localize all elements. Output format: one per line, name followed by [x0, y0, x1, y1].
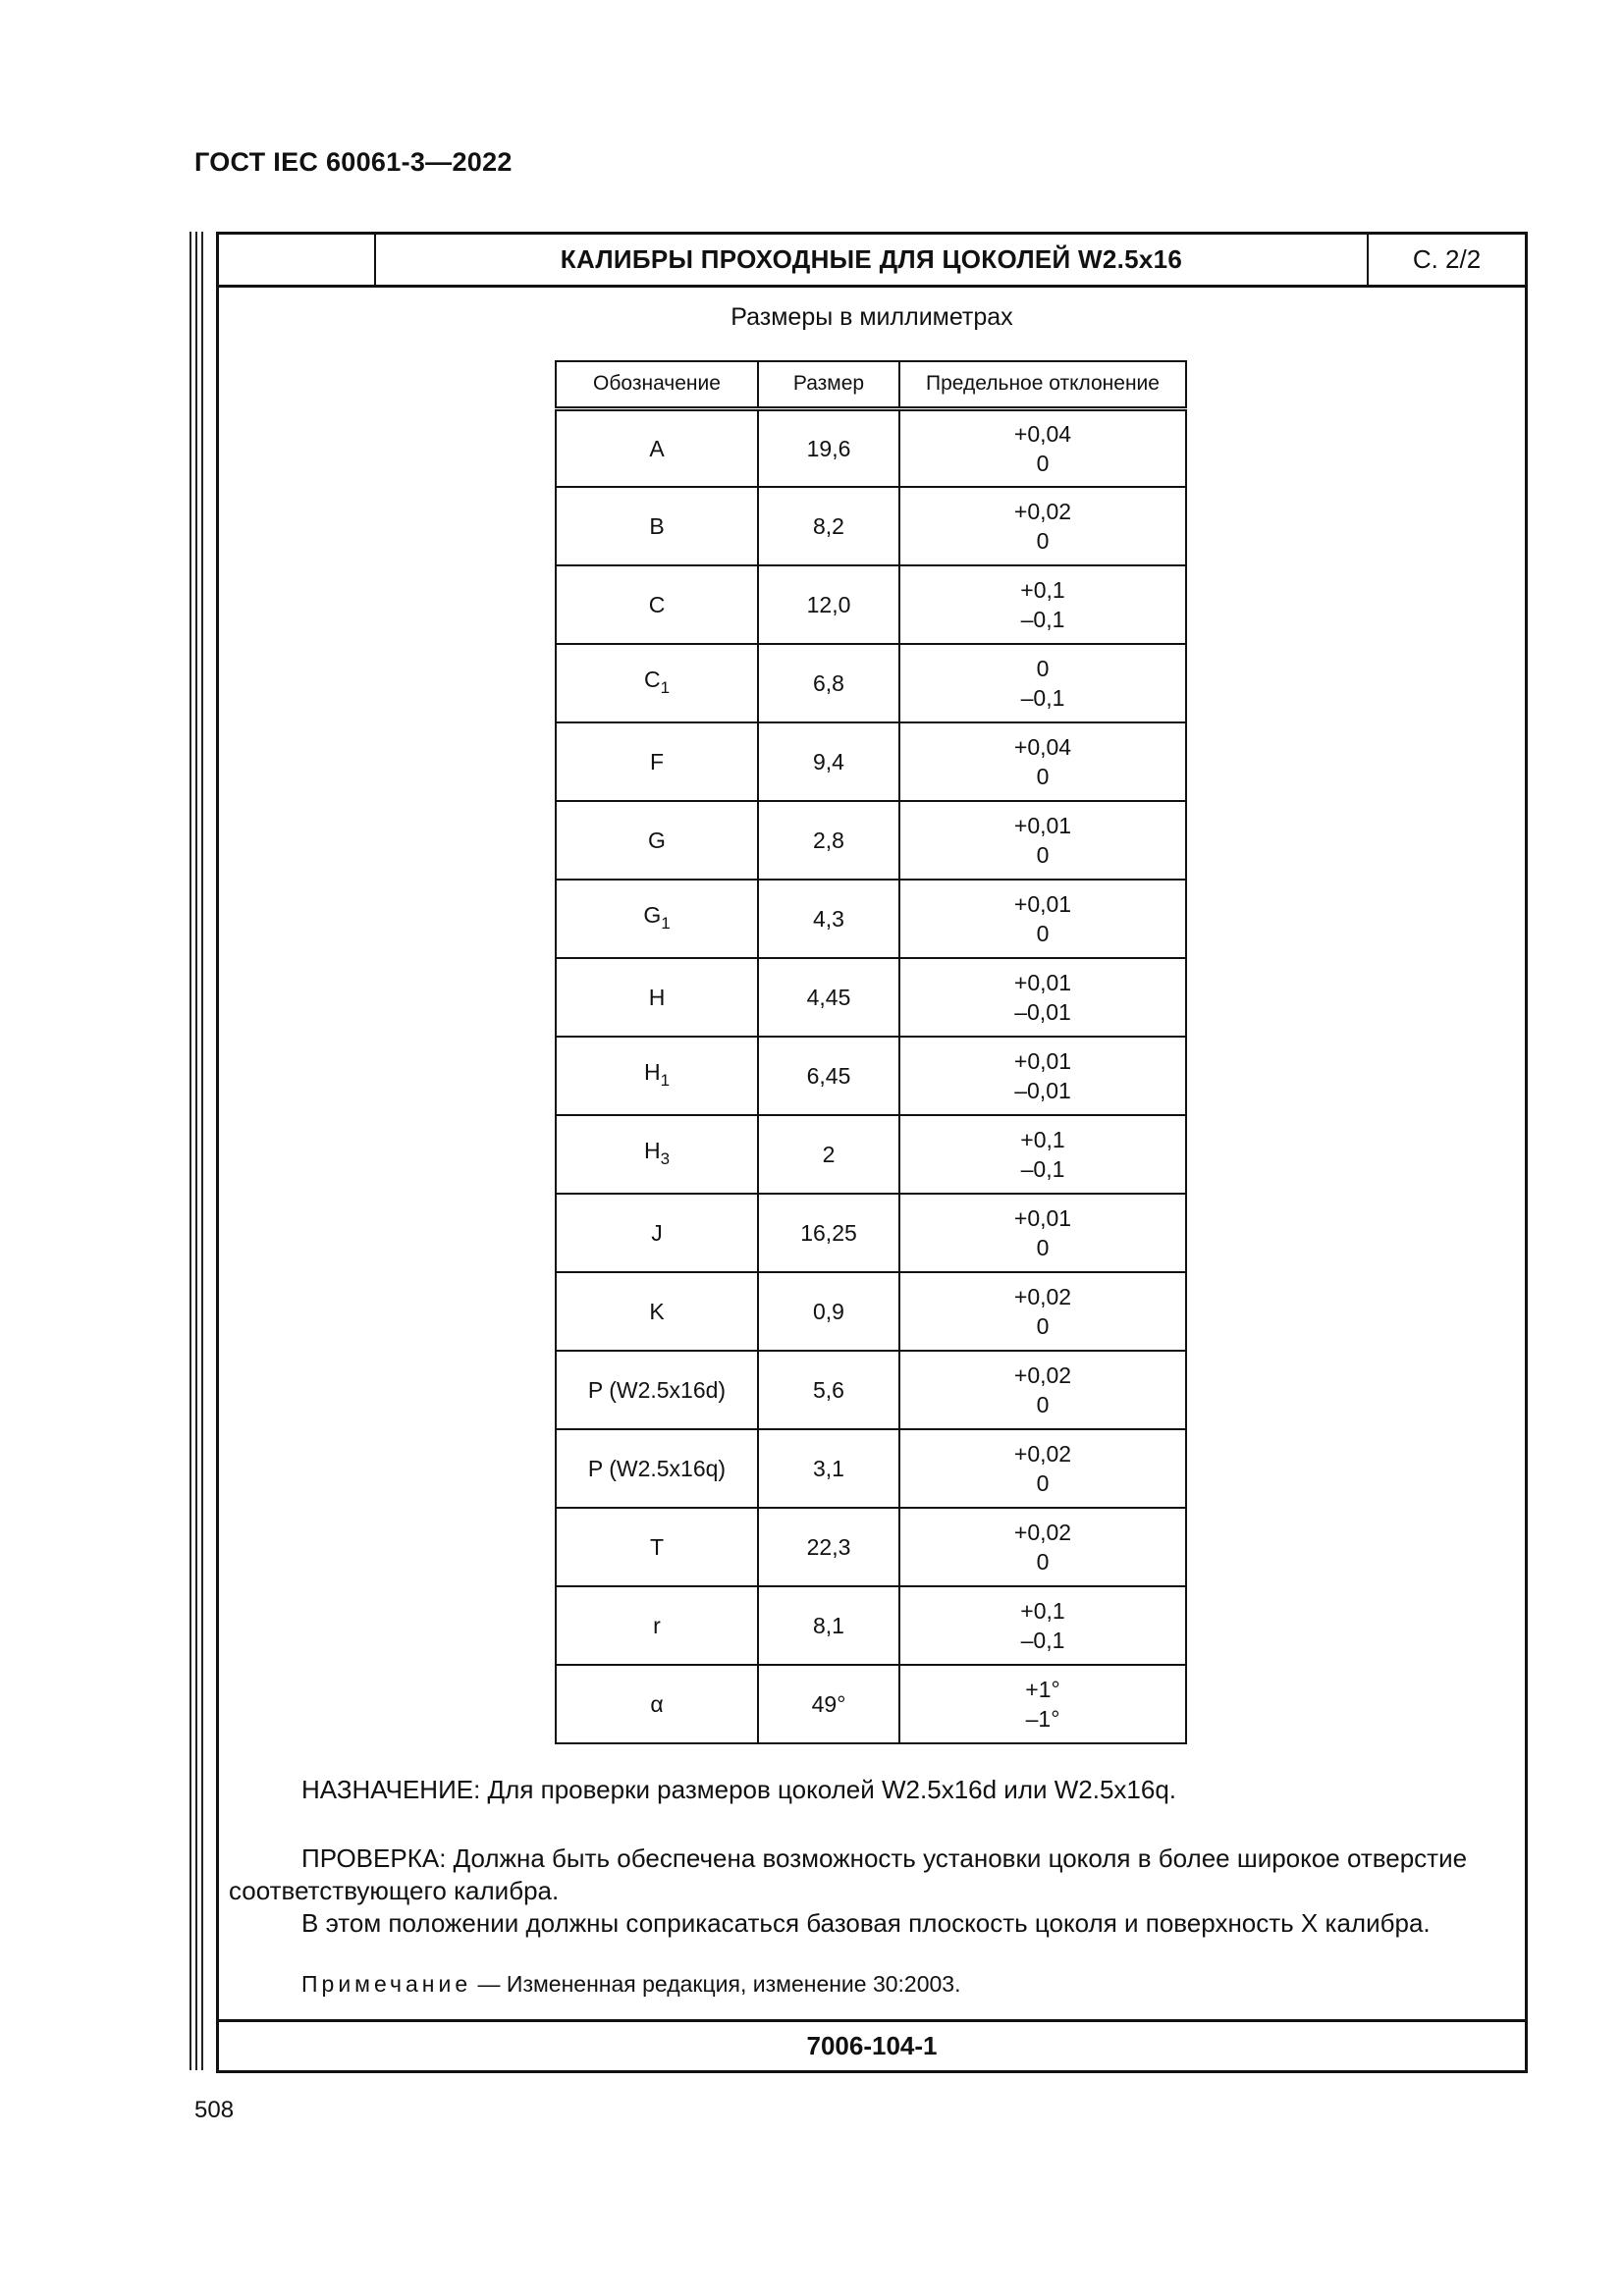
- cell-tolerance: [899, 880, 1186, 958]
- designation-letter: K: [649, 1299, 665, 1324]
- designation-subscript: 1: [660, 1070, 671, 1090]
- cell-tolerance: [899, 722, 1186, 801]
- binding-margin-lines: [189, 232, 203, 2070]
- tolerance-lower: –0,1: [1020, 607, 1065, 632]
- cell-designation: [556, 487, 758, 565]
- tolerance-upper: +0,04: [1013, 734, 1072, 760]
- cell-tolerance: [899, 1194, 1186, 1272]
- cell-size: 3,1: [758, 1429, 899, 1508]
- cell-size: 6,45: [758, 1037, 899, 1115]
- tolerance-upper: +0,1: [1020, 577, 1065, 603]
- tolerance-lower: –1°: [1025, 1706, 1060, 1732]
- tolerance-lower: –0,1: [1020, 1156, 1065, 1182]
- tolerance-lower: 0: [1036, 1235, 1050, 1260]
- designation-subscript: 1: [661, 913, 671, 933]
- tolerance-upper: +0,01: [1013, 1205, 1072, 1231]
- header-tolerance: Предельное отклонение: [899, 361, 1186, 408]
- cell-size: 49°: [758, 1665, 899, 1743]
- designation-letter: G: [648, 828, 666, 853]
- title-row-blank-cell: [219, 235, 376, 285]
- tolerance-lower: 0: [1036, 450, 1050, 476]
- tolerance-lower: 0: [1036, 764, 1050, 789]
- cell-size: 2,8: [758, 801, 899, 880]
- sheet-title: КАЛИБРЫ ПРОХОДНЫЕ ДЛЯ ЦОКОЛЕЙ W2.5x16: [376, 235, 1369, 285]
- tolerance-lower: 0: [1036, 1470, 1050, 1496]
- note-text: — Измененная редакция, изменение 30:2003.: [471, 1971, 961, 1997]
- note-label: Примечание: [301, 1971, 472, 1997]
- designation-letter: F: [649, 749, 665, 774]
- page-number: 508: [194, 2097, 235, 2123]
- cell-designation: [556, 722, 758, 801]
- cell-tolerance: [899, 644, 1186, 722]
- check-paragraph: [229, 1842, 1515, 1940]
- tolerance-lower: 0: [1036, 842, 1050, 868]
- designation-letter: B: [649, 513, 665, 539]
- tolerance-lower: 0: [1036, 1549, 1050, 1575]
- cell-size: 4,45: [758, 958, 899, 1037]
- designation-letter: J: [651, 1220, 663, 1246]
- cell-designation: [556, 1194, 758, 1272]
- cell-size: 9,4: [758, 722, 899, 801]
- tolerance-upper: +0,04: [1013, 420, 1072, 447]
- designation-letter: H: [643, 1137, 661, 1163]
- tolerance-upper: +0,01: [1013, 1048, 1072, 1074]
- cell-designation: [556, 644, 758, 722]
- tolerance-upper: 0: [1036, 656, 1050, 681]
- cell-size: 22,3: [758, 1508, 899, 1586]
- designation-letter: P (W2.5x16q): [587, 1456, 727, 1481]
- designation-letter: T: [649, 1534, 665, 1560]
- header-designation: Обозначение: [556, 361, 758, 408]
- tolerance-lower: –0,01: [1014, 1078, 1071, 1103]
- document-id: ГОСТ IEC 60061-3—2022: [194, 147, 513, 177]
- cell-designation: [556, 1115, 758, 1194]
- cell-designation: [556, 1429, 758, 1508]
- table-row: [556, 1115, 1186, 1194]
- tolerance-lower: 0: [1036, 1313, 1050, 1339]
- table-row: [556, 1272, 1186, 1351]
- designation-subscript: 3: [660, 1148, 671, 1168]
- cell-tolerance: [899, 1272, 1186, 1351]
- cell-designation: [556, 1665, 758, 1743]
- table-row: [556, 1508, 1186, 1586]
- table-body: [556, 408, 1186, 1743]
- cell-tolerance: [899, 1351, 1186, 1429]
- tolerance-lower: 0: [1036, 1392, 1050, 1417]
- cell-tolerance: [899, 408, 1186, 487]
- cell-tolerance: [899, 1037, 1186, 1115]
- cell-designation: [556, 408, 758, 487]
- tolerance-lower: –0,1: [1020, 1628, 1065, 1653]
- check-text-2: В этом положении должны соприкасаться базовая плоскость цоколя и поверхность X калибра.: [301, 1908, 1431, 1938]
- tolerance-lower: –0,01: [1014, 999, 1071, 1025]
- table-row: [556, 644, 1186, 722]
- cell-tolerance: [899, 1115, 1186, 1194]
- cell-designation: [556, 958, 758, 1037]
- table-row: [556, 1665, 1186, 1743]
- tolerance-lower: 0: [1036, 528, 1050, 554]
- note-paragraph: [229, 1968, 1515, 2001]
- cell-size: 6,8: [758, 644, 899, 722]
- sheet-frame: [216, 232, 1528, 2073]
- cell-size: 2: [758, 1115, 899, 1194]
- table-row: [556, 565, 1186, 644]
- cell-designation: [556, 1037, 758, 1115]
- cell-size: 4,3: [758, 880, 899, 958]
- tolerance-lower: 0: [1036, 921, 1050, 946]
- purpose-paragraph: [229, 1774, 1515, 1806]
- table-header-row: [556, 361, 1186, 408]
- cell-designation: [556, 1586, 758, 1665]
- tolerance-upper: +1°: [1025, 1677, 1060, 1702]
- title-row: [219, 235, 1525, 288]
- cell-tolerance: [899, 958, 1186, 1037]
- tolerance-upper: +0,02: [1013, 499, 1072, 524]
- tolerance-upper: +0,02: [1013, 1362, 1072, 1388]
- table-row: [556, 880, 1186, 958]
- tolerance-upper: +0,1: [1020, 1598, 1065, 1624]
- cell-designation: [556, 1272, 758, 1351]
- cell-tolerance: [899, 487, 1186, 565]
- sheet-page-indicator: С. 2/2: [1412, 244, 1482, 274]
- cell-designation: [556, 1508, 758, 1586]
- tolerance-upper: +0,01: [1013, 970, 1072, 995]
- designation-letter: A: [649, 435, 665, 461]
- designation-letter: P (W2.5x16d): [587, 1377, 727, 1403]
- header-size: Размер: [758, 361, 899, 408]
- designation-letter: G: [643, 901, 662, 928]
- cell-size: 5,6: [758, 1351, 899, 1429]
- designation-letter: α: [650, 1691, 664, 1717]
- tolerance-upper: +0,02: [1013, 1284, 1072, 1309]
- designation-letter: H: [643, 1058, 661, 1085]
- cell-size: 8,2: [758, 487, 899, 565]
- cell-tolerance: [899, 565, 1186, 644]
- cell-size: 8,1: [758, 1586, 899, 1665]
- cell-tolerance: [899, 1586, 1186, 1665]
- cell-tolerance: [899, 1429, 1186, 1508]
- units-caption: Размеры в миллиметрах: [730, 303, 1013, 331]
- designation-subscript: 1: [660, 677, 671, 697]
- designation-letter: C: [643, 666, 661, 692]
- designation-letter: C: [648, 592, 666, 617]
- cell-size: 16,25: [758, 1194, 899, 1272]
- cell-designation: [556, 801, 758, 880]
- cell-tolerance: [899, 801, 1186, 880]
- cell-designation: [556, 565, 758, 644]
- dimensions-table: [555, 360, 1187, 1744]
- cell-tolerance: [899, 1508, 1186, 1586]
- table-row: [556, 801, 1186, 880]
- table-row: [556, 487, 1186, 565]
- cell-tolerance: [899, 1665, 1186, 1743]
- note-line: [229, 1968, 1515, 2001]
- tolerance-lower: –0,1: [1020, 685, 1065, 711]
- table-row: [556, 1586, 1186, 1665]
- table-row: [556, 1037, 1186, 1115]
- tolerance-upper: +0,1: [1020, 1127, 1065, 1152]
- tolerance-upper: +0,01: [1013, 813, 1072, 838]
- cell-size: 19,6: [758, 408, 899, 487]
- table-row: [556, 1429, 1186, 1508]
- check-text-1: ПРОВЕРКА: Должна быть обеспечена возможность установки цоколя в более широкое отверстие соответствующего калибра.: [229, 1843, 1468, 1905]
- designation-letter: H: [648, 985, 666, 1010]
- table-row: [556, 1194, 1186, 1272]
- table-row: [556, 722, 1186, 801]
- table-row: [556, 1351, 1186, 1429]
- cell-size: 0,9: [758, 1272, 899, 1351]
- cell-designation: [556, 880, 758, 958]
- cell-designation: [556, 1351, 758, 1429]
- designation-letter: r: [653, 1613, 661, 1638]
- sheet-footer-code: 7006-104-1: [219, 2019, 1525, 2070]
- tolerance-upper: +0,02: [1013, 1520, 1072, 1545]
- table-row: [556, 958, 1186, 1037]
- cell-size: 12,0: [758, 565, 899, 644]
- tolerance-upper: +0,01: [1013, 891, 1072, 917]
- table-row: [556, 408, 1186, 487]
- tolerance-upper: +0,02: [1013, 1441, 1072, 1467]
- purpose-text: НАЗНАЧЕНИЕ: Для проверки размеров цоколей W2.5x16d или W2.5x16q.: [301, 1775, 1177, 1804]
